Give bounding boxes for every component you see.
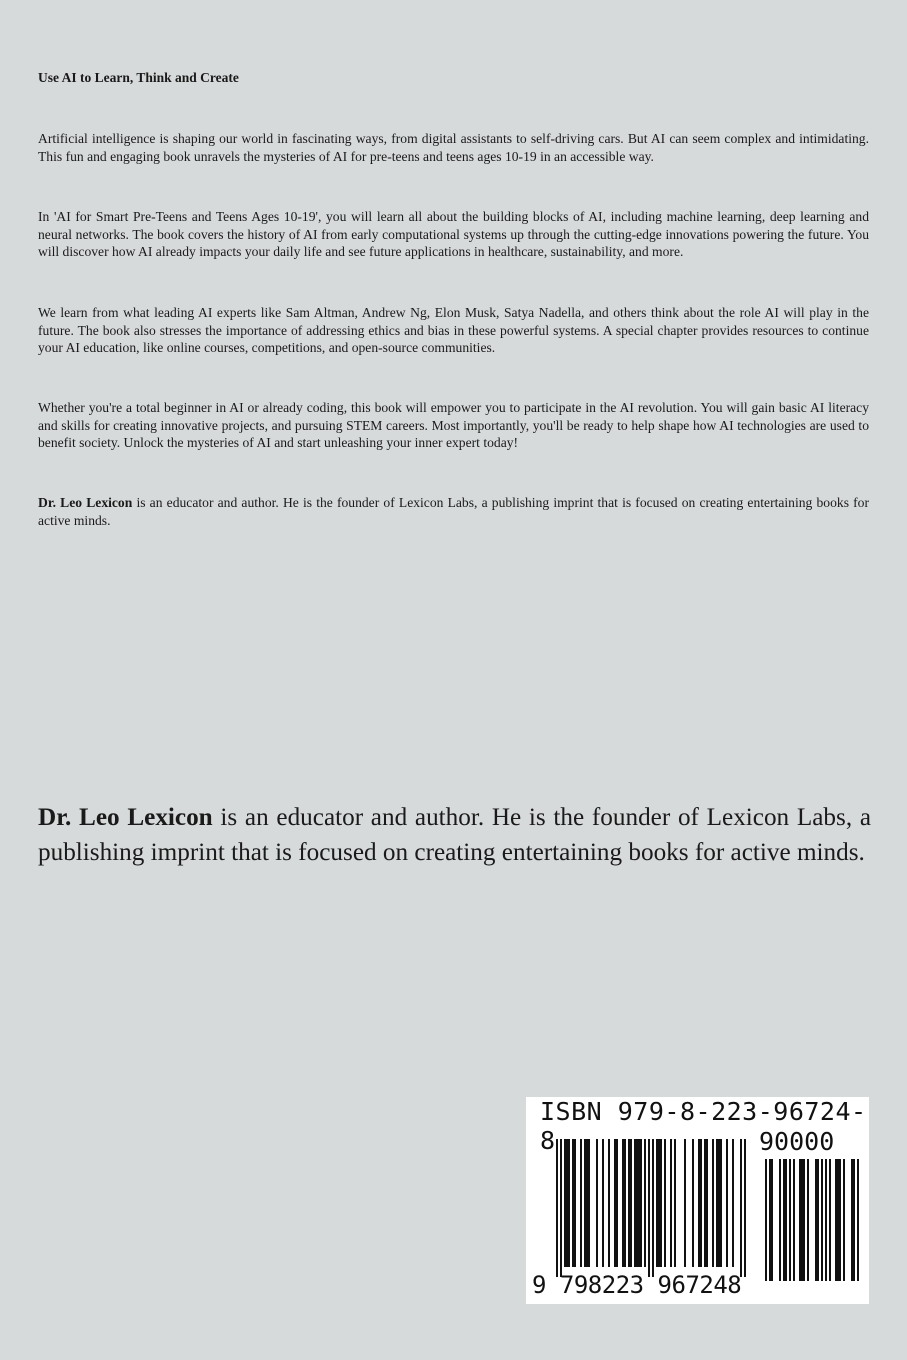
description-paragraph: In 'AI for Smart Pre-Teens and Teens Ages 10-19', you will learn all about the building blocks of AI, including machine learning, deep learning and neural networks. The book covers the history of AI from early computational systems up through the cutting-edge innovations powering the future. You will discover how AI already impacts your daily life and see future applications in healthcare, sustainability, and more.: [38, 209, 869, 260]
barcode-bar: [801, 1159, 803, 1281]
barcode-bar: [648, 1139, 650, 1277]
ean13-bars: [556, 1139, 756, 1279]
barcode-bar: [640, 1139, 642, 1267]
barcode-bar: [616, 1139, 618, 1267]
barcode-bar: [744, 1139, 746, 1277]
barcode-bar: [835, 1159, 837, 1281]
barcode-bar: [799, 1159, 801, 1281]
barcode-bar: [704, 1139, 706, 1267]
barcode-bar: [803, 1159, 805, 1281]
barcode-bar: [664, 1139, 666, 1267]
price-addon-label: 90000: [759, 1127, 835, 1156]
barcode-bar: [614, 1139, 616, 1267]
barcode-bar: [624, 1139, 626, 1267]
barcode-bar: [560, 1139, 562, 1277]
barcode-bar: [630, 1139, 632, 1267]
description-paragraph: We learn from what leading AI experts like Sam Altman, Andrew Ng, Elon Musk, Satya Nadella, and others think about the role AI will play in the future. The book also stresses the importance of addressing ethics and bias in these powerful systems. A special chapter provides resources to continue your AI education, like online courses, competitions, and open-source communities.: [38, 305, 869, 356]
barcode-digits: 9 798223 967248: [532, 1271, 742, 1299]
barcode-bar: [765, 1159, 767, 1281]
barcode-bar: [716, 1139, 718, 1267]
barcode-bar: [652, 1139, 654, 1277]
description-paragraph: Whether you're a total beginner in AI or already coding, this book will empower you to participate in the AI revolution. You will gain basic AI literacy and skills for creating innovative projects, and pursuing STEM careers. Most importantly, you'll be ready to help shape how AI technologies are used to benefit society. Unlock the mysteries of AI and start unleashing your inner expert today!: [38, 400, 869, 451]
barcode-bar: [658, 1139, 660, 1267]
barcode-bar: [853, 1159, 855, 1281]
barcode-bar: [580, 1139, 582, 1267]
barcode-bar: [718, 1139, 720, 1267]
barcode-bar: [556, 1139, 558, 1277]
barcode-bar: [602, 1139, 604, 1267]
barcode-bar: [692, 1139, 694, 1267]
author-bio-large: [38, 800, 871, 870]
barcode-bar: [572, 1139, 574, 1267]
barcode-bar: [656, 1139, 658, 1267]
barcode-bar: [793, 1159, 795, 1281]
barcode-bar: [586, 1139, 588, 1267]
barcode-bar: [644, 1139, 646, 1267]
barcode-bar: [726, 1139, 728, 1267]
barcode-bar: [608, 1139, 610, 1267]
barcode-bar: [566, 1139, 568, 1267]
barcode-bar: [660, 1139, 662, 1267]
barcode-bar: [857, 1159, 859, 1281]
barcode-bar: [732, 1139, 734, 1267]
barcode-bar: [783, 1159, 785, 1281]
author-bio-large-text: is an educator and author. He is the founder of Lexicon Labs, a publishing imprint that is focused on creating entertaining books for active minds.: [38, 804, 872, 866]
barcode-bar: [720, 1139, 722, 1267]
barcode-bar: [700, 1139, 702, 1267]
description-paragraph: Artificial intelligence is shaping our world in fascinating ways, from digital assistants to self-driving cars. But AI can seem complex and intimidating. This fun and engaging book unravels the mysteries of AI for pre-teens and teens ages 10-19 in an accessible way.: [38, 131, 869, 164]
book-tagline: Use AI to Learn, Think and Create: [38, 70, 239, 85]
barcode-bar: [771, 1159, 773, 1281]
barcode-bar: [684, 1139, 686, 1267]
isbn-label: ISBN 979-8-223-96724-8: [540, 1097, 867, 1155]
barcode-bar: [568, 1139, 570, 1267]
barcode-bar: [638, 1139, 640, 1267]
barcode-bar: [829, 1159, 831, 1281]
barcode-bar: [851, 1159, 853, 1281]
barcode-bar: [843, 1159, 845, 1281]
barcode-bar: [740, 1139, 742, 1277]
barcode-bar: [596, 1139, 598, 1267]
barcode-bar: [674, 1139, 676, 1267]
barcode-bar: [564, 1139, 566, 1267]
barcode-bar: [807, 1159, 809, 1281]
author-bio-text: is an educator and author. He is the founder of Lexicon Labs, a publishing imprint that is focused on creating entertaining books for active minds.: [38, 495, 869, 528]
barcode-bar: [588, 1139, 590, 1267]
barcode-bar: [839, 1159, 841, 1281]
barcode-bar: [712, 1139, 714, 1267]
barcode-bar: [584, 1139, 586, 1267]
barcode-bar: [574, 1139, 576, 1267]
barcode-bar: [789, 1159, 791, 1281]
barcode-bar: [817, 1159, 819, 1281]
author-name-large: Dr. Leo Lexicon: [38, 804, 213, 831]
author-name: Dr. Leo Lexicon: [38, 495, 133, 510]
barcode-bar: [698, 1139, 700, 1267]
barcode-bar: [837, 1159, 839, 1281]
barcode-bar: [769, 1159, 771, 1281]
barcode-bar: [628, 1139, 630, 1267]
barcode-bar: [670, 1139, 672, 1267]
author-bio-small: [38, 494, 869, 529]
barcode-bar: [785, 1159, 787, 1281]
price-addon-bars: [763, 1159, 863, 1281]
barcode-bar: [622, 1139, 624, 1267]
isbn-barcode: [526, 1097, 869, 1304]
barcode-bar: [706, 1139, 708, 1267]
barcode-bar: [825, 1159, 827, 1281]
barcode-bar: [821, 1159, 823, 1281]
barcode-bar: [634, 1139, 636, 1267]
barcode-bar: [815, 1159, 817, 1281]
barcode-bar: [636, 1139, 638, 1267]
barcode-bar: [779, 1159, 781, 1281]
